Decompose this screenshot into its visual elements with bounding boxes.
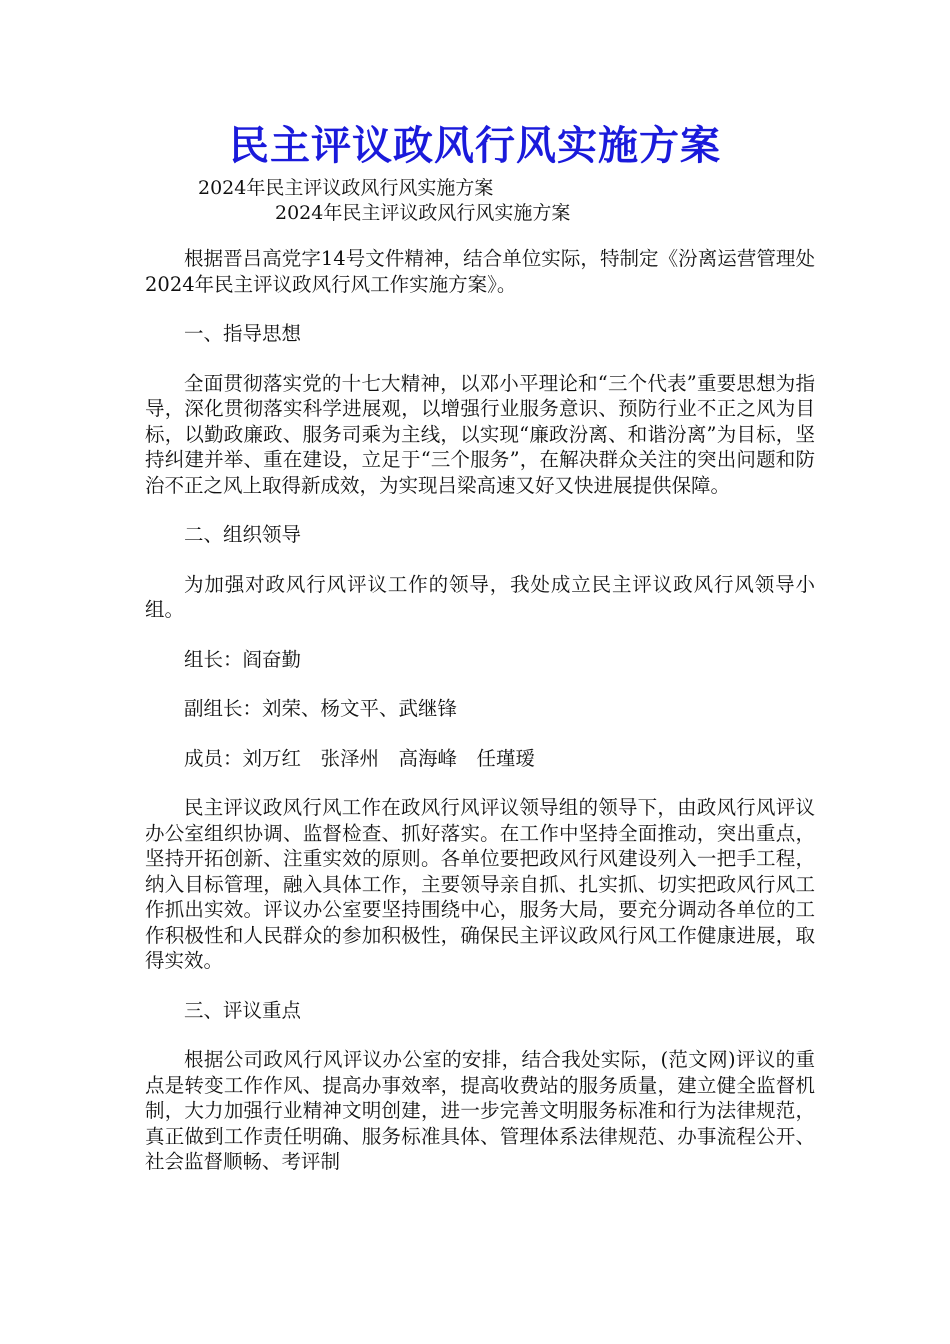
section-heading-guiding-ideology: 一、指导思想 — [184, 322, 302, 345]
paragraph-guiding-ideology: 全面贯彻落实党的十七大精神，以邓小平理论和“三个代表”重要思想为指导，深化贯彻落实科学进展观，以增强行业服务意识、预防行业不正之风为目标，以勤政廉政、服务司乘为主线，以实现“廉政汾离、和谐汾离”为目标，坚持纠建并举、重在建设，立足于“三个服务”，在解决群众关注的突出问题和防治不正之风上取得新成效，为实现吕梁高速又好又快进展提供保障。 — [145, 371, 815, 497]
paragraph-organization: 为加强对政风行风评议工作的领导，我处成立民主评议政风行风领导小组。 — [145, 572, 815, 621]
document-subtitle-2: 2024年民主评议政风行风实施方案 — [275, 202, 571, 224]
section-heading-evaluation-focus: 三、评议重点 — [184, 998, 302, 1022]
paragraph-members: 成员：刘万红 张泽州 高海峰 任瑾瑷 — [184, 746, 536, 770]
document-subtitle-1: 2024年民主评议政风行风实施方案 — [198, 177, 494, 199]
paragraph-evaluation-focus: 根据公司政风行风评议办公室的安排，结合我处实际，(范文网)评议的重点是转变工作作风、提高办事效率，提高收费站的服务质量，建立健全监督机制，大力加强行业精神文明创建，进一步完善文明服务标准和行为法律规范，真正做到工作责任明确、服务标准具体、管理体系法律规范、办事流程公开、社会监督顺畅、考评制 — [145, 1048, 815, 1173]
paragraph-deputy-leaders: 副组长：刘荣、杨文平、武继锋 — [184, 697, 458, 720]
section-heading-organization: 二、组织领导 — [184, 523, 302, 546]
paragraph-intro: 根据晋吕高党字14号文件精神，结合单位实际，特制定《汾离运营管理处2024年民主评议政风行风工作实施方案》。 — [145, 247, 815, 296]
paragraph-group-leader: 组长：阎奋勤 — [184, 647, 302, 671]
document-body — [145, 246, 815, 1199]
paragraph-work-principles: 民主评议政风行风工作在政风行风评议领导组的领导下，由政风行风评议办公室组织协调、监督检查、抓好落实。在工作中坚持全面推动，突出重点，坚持开拓创新、注重实效的原则。各单位要把政风行风建设列入一把手工程，纳入目标管理，融入具体工作，主要领导亲自抓、扎实抓、切实把政风行风工作抓出实效。评议办公室要坚持围绕中心，服务大局，要充分调动各单位的工作积极性和人民群众的参加积极性，确保民主评议政风行风工作健康进展，取得实效。 — [145, 796, 815, 972]
document-title: 民主评议政风行风实施方案 — [229, 123, 721, 169]
